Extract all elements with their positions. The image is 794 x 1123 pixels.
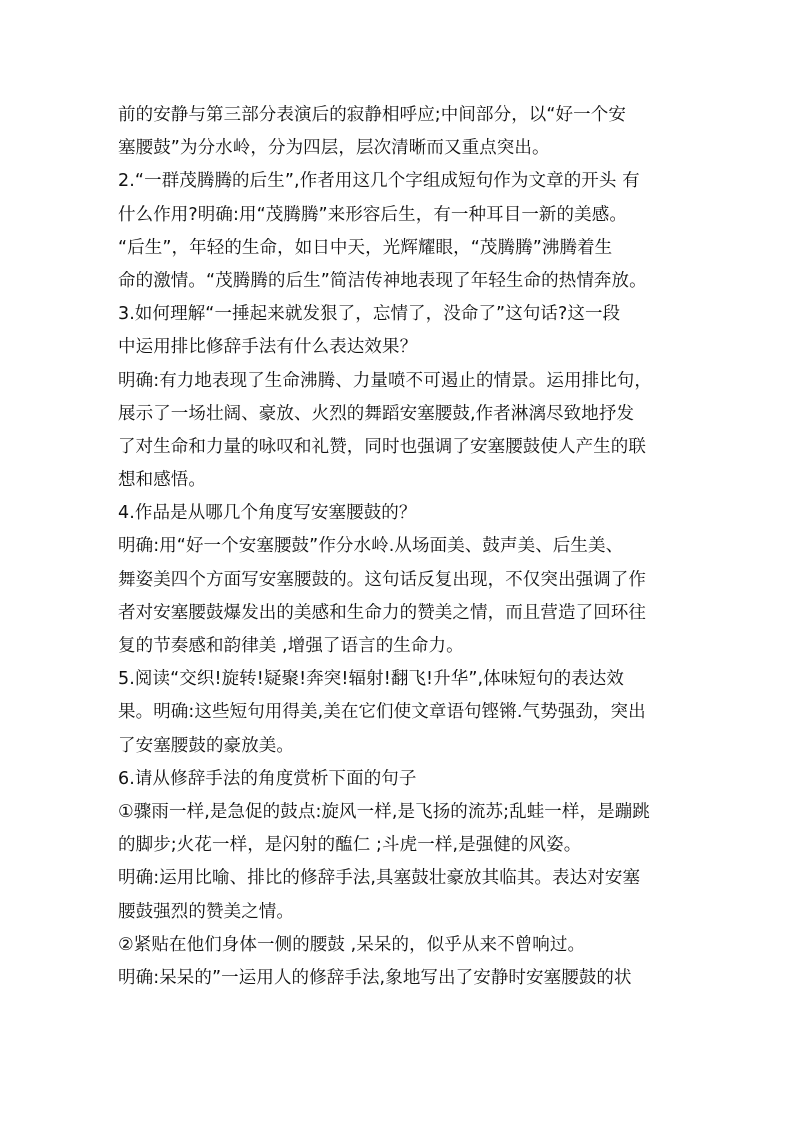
text-line: 展示了一场壮阔、豪放、火烈的舞蹈安塞腰鼓,作者淋漓尽致地抒发 xyxy=(118,403,635,424)
text-line: 5.阅读“交织!旋转!疑聚!奔突!辐射!翻飞!升华”,体味短句的表达效 xyxy=(118,669,624,690)
text-line: 塞腰鼓”为分水岭，分为四层，层次清晰而又重点突出。 xyxy=(118,138,550,159)
document-body xyxy=(118,99,688,995)
text-line: 前的安静与第三部分表演后的寂静相呼应;中间部分，以“好一个安 xyxy=(118,105,626,125)
text-line: “后生”，年轻的生命，如日中天，光辉耀眼，“茂腾腾”沸腾着生 xyxy=(118,237,613,258)
text-line: 3.如何理解“一捶起来就发狠了，忘情了，没命了”这句话?这一段 xyxy=(118,304,621,325)
text-line: 果。明确:这些短句用得美,美在它们使文章语句铿锵.气势强劲，突出 xyxy=(118,702,646,723)
text-line: 了对生命和力量的咏叹和礼赞，同时也强调了安塞腰鼓使人产生的联 xyxy=(118,436,646,457)
text-line: 中运用排比修辞手法有什么表达效果？ xyxy=(118,337,418,358)
text-line: 明确:有力地表现了生命沸腾、力量喷不可遏止的情景。运用排比句， xyxy=(118,370,652,391)
text-line: 4.作品是从哪几个角度写安塞腰鼓的？ xyxy=(118,503,417,524)
text-line: 什么作用?明确:用“茂腾腾”来形容后生，有一种耳目一新的美感。 xyxy=(118,204,627,225)
text-line: 明确:用“好一个安塞腰鼓”作分水岭.从场面美、鼓声美、后生美、 xyxy=(118,536,624,557)
text-line: 腰鼓强烈的赞美之情。 xyxy=(118,901,294,922)
text-line: 舞姿美四个方面写安塞腰鼓的。这句话反复出现，不仅突出强调了作 xyxy=(118,569,646,590)
text-line: 想和感悟。 xyxy=(118,470,206,491)
text-line: 复的节奏感和韵律美 ,增强了语言的生命力。 xyxy=(118,636,464,656)
text-line: 2.“一群茂腾腾的后生”,作者用这几个字组成短句作为文章的开头 有 xyxy=(118,171,640,192)
text-line: 命的激情。“茂腾腾的后生”简洁传神地表现了年轻生命的热情奔放。 xyxy=(118,270,647,291)
text-line: 6.请从修辞手法的角度赏析下面的句子 xyxy=(118,768,417,789)
text-line: 者对安塞腰鼓爆发出的美感和生命力的赞美之情，而且营造了回环往 xyxy=(118,602,646,623)
text-line: 了安塞腰鼓的豪放美。 xyxy=(118,735,294,756)
text-line: ①骤雨一样,是急促的鼓点:旋风一样,是飞扬的流苏;乱蛙一样，是蹦跳 xyxy=(118,801,650,822)
text-line: 明确:呆呆的”一运用人的修辞手法,象地写出了安静时安塞腰鼓的状 xyxy=(118,967,632,988)
text-line: ②紧贴在他们身体一侧的腰鼓 ,呆呆的，似乎从来不曾响过。 xyxy=(118,934,586,955)
text-line: 明确:运用比喻、排比的修辞手法,具塞鼓壮豪放其临其。表达对安塞 xyxy=(118,868,641,889)
text-line: 的脚步;火花一样，是闪射的醢仁 ;斗虎一样,是强健的风姿。 xyxy=(118,835,582,856)
